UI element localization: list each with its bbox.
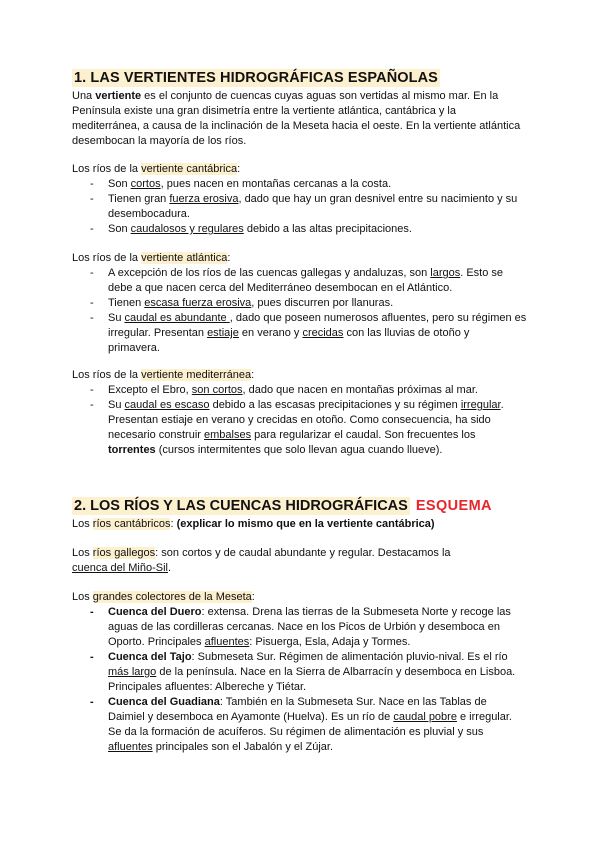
list-item-guadiana: - Cuenca del Guadiana: También en la Submeseta Sur. Nace en las Tablas de Daimiel y desemboca en Ayamonte (Huelva). Es un río de caudal pobre e irregular. Se da la formación de acuíferos. Su régimen de alimentación es pluvial y sus afluentes principales son el Jabalón y el Zújar. xyxy=(72,695,532,755)
section-1-title: 1. LAS VERTIENTES HIDROGRÁFICAS ESPAÑOLAS xyxy=(74,70,438,86)
list-item: - Tienen escasa fuerza erosiva, pues discurren por llanuras. xyxy=(72,296,532,311)
list-item: - Tienen gran fuerza erosiva, dado que hay un gran desnivel entre su nacimiento y su desembocadura. xyxy=(72,192,532,222)
atlantica-lead: Los ríos de la vertiente atlántica: xyxy=(72,252,231,264)
section-2-heading xyxy=(72,498,492,514)
intro-paragraph: Una vertiente es el conjunto de cuencas cuyas aguas son vertidas al mismo mar. En la Península existe una gran disimetría entre la vertiente atlántica, cantábrica y la mediterránea, a causa de la inclinación de la Meseta hacia el oeste. En la vertiente atlántica desembocan la mayoría de los ríos. xyxy=(72,90,521,147)
term-vertiente: vertiente xyxy=(95,90,142,102)
atlantica-list xyxy=(72,266,532,356)
colectores-block xyxy=(72,590,532,755)
section-1-heading xyxy=(72,70,440,86)
colectores-lead: Los grandes colectores de la Meseta: xyxy=(72,591,255,603)
mediterranea-block xyxy=(72,368,532,458)
colectores-list xyxy=(72,605,532,755)
mediterranea-list xyxy=(72,383,532,458)
cantabrica-list xyxy=(72,177,532,237)
list-item: - Excepto el Ebro, son cortos, dado que nacen en montañas próximas al mar. xyxy=(72,383,532,398)
mediterranea-lead: Los ríos de la vertiente mediterránea: xyxy=(72,369,255,381)
list-item: - Son cortos, pues nacen en montañas cercanas a la costa. xyxy=(72,177,532,192)
list-item: - Su caudal es abundante , dado que poseen numerosos afluentes, pero su régimen es irregular. Presentan estiaje en verano y crecidas con las lluvias de otoño y primavera. xyxy=(72,311,532,356)
esquema-tag: ESQUEMA xyxy=(415,498,492,514)
list-item-tajo: - Cuenca del Tajo: Submeseta Sur. Régimen de alimentación pluvio-nival. Es el río más largo de la península. Nace en la Sierra de Albarracín y desemboca en Lisboa. Principales afluentes: Albereche y Tiétar. xyxy=(72,650,532,695)
list-item: - Su caudal es escaso debido a las escasas precipitaciones y su régimen irregular. Presentan estiaje en verano y crecidas en otoño. Como consecuencia, ha sido necesario construir embalses para regularizar el caudal. Son frecuentes los torrentes (cursos intermitentes que solo llevan agua cuando llueve). xyxy=(72,398,532,458)
list-item: - Son caudalosos y regulares debido a las altas precipitaciones. xyxy=(72,222,532,237)
list-item: - A excepción de los ríos de las cuencas gallegas y andaluzas, son largos. Esto se debe a que nacen cerca del Mediterráneo desembocan en el Atlántico. xyxy=(72,266,532,296)
atlantica-block xyxy=(72,251,532,356)
cantabrica-block xyxy=(72,162,532,237)
cantabrica-lead: Los ríos de la vertiente cantábrica: xyxy=(72,163,241,175)
list-item-duero: - Cuenca del Duero: extensa. Drena las tierras de la Submeseta Norte y recoge las aguas de las cordilleras cercanas. Nace en los Picos de Urbión y desemboca en Oporto. Principales afluentes: Pisuerga, Esla, Adaja y Tormes. xyxy=(72,605,532,650)
section-2-title: 2. LOS RÍOS Y LAS CUENCAS HIDROGRÁFICAS xyxy=(74,498,408,514)
cantabricos-paragraph: Los ríos cantábricos: (explicar lo mismo que en la vertiente cantábrica) xyxy=(72,518,435,530)
gallegos-paragraph: Los ríos gallegos: son cortos y de caudal abundante y regular. Destacamos la cuenca del Miño-Sil. xyxy=(72,547,451,574)
